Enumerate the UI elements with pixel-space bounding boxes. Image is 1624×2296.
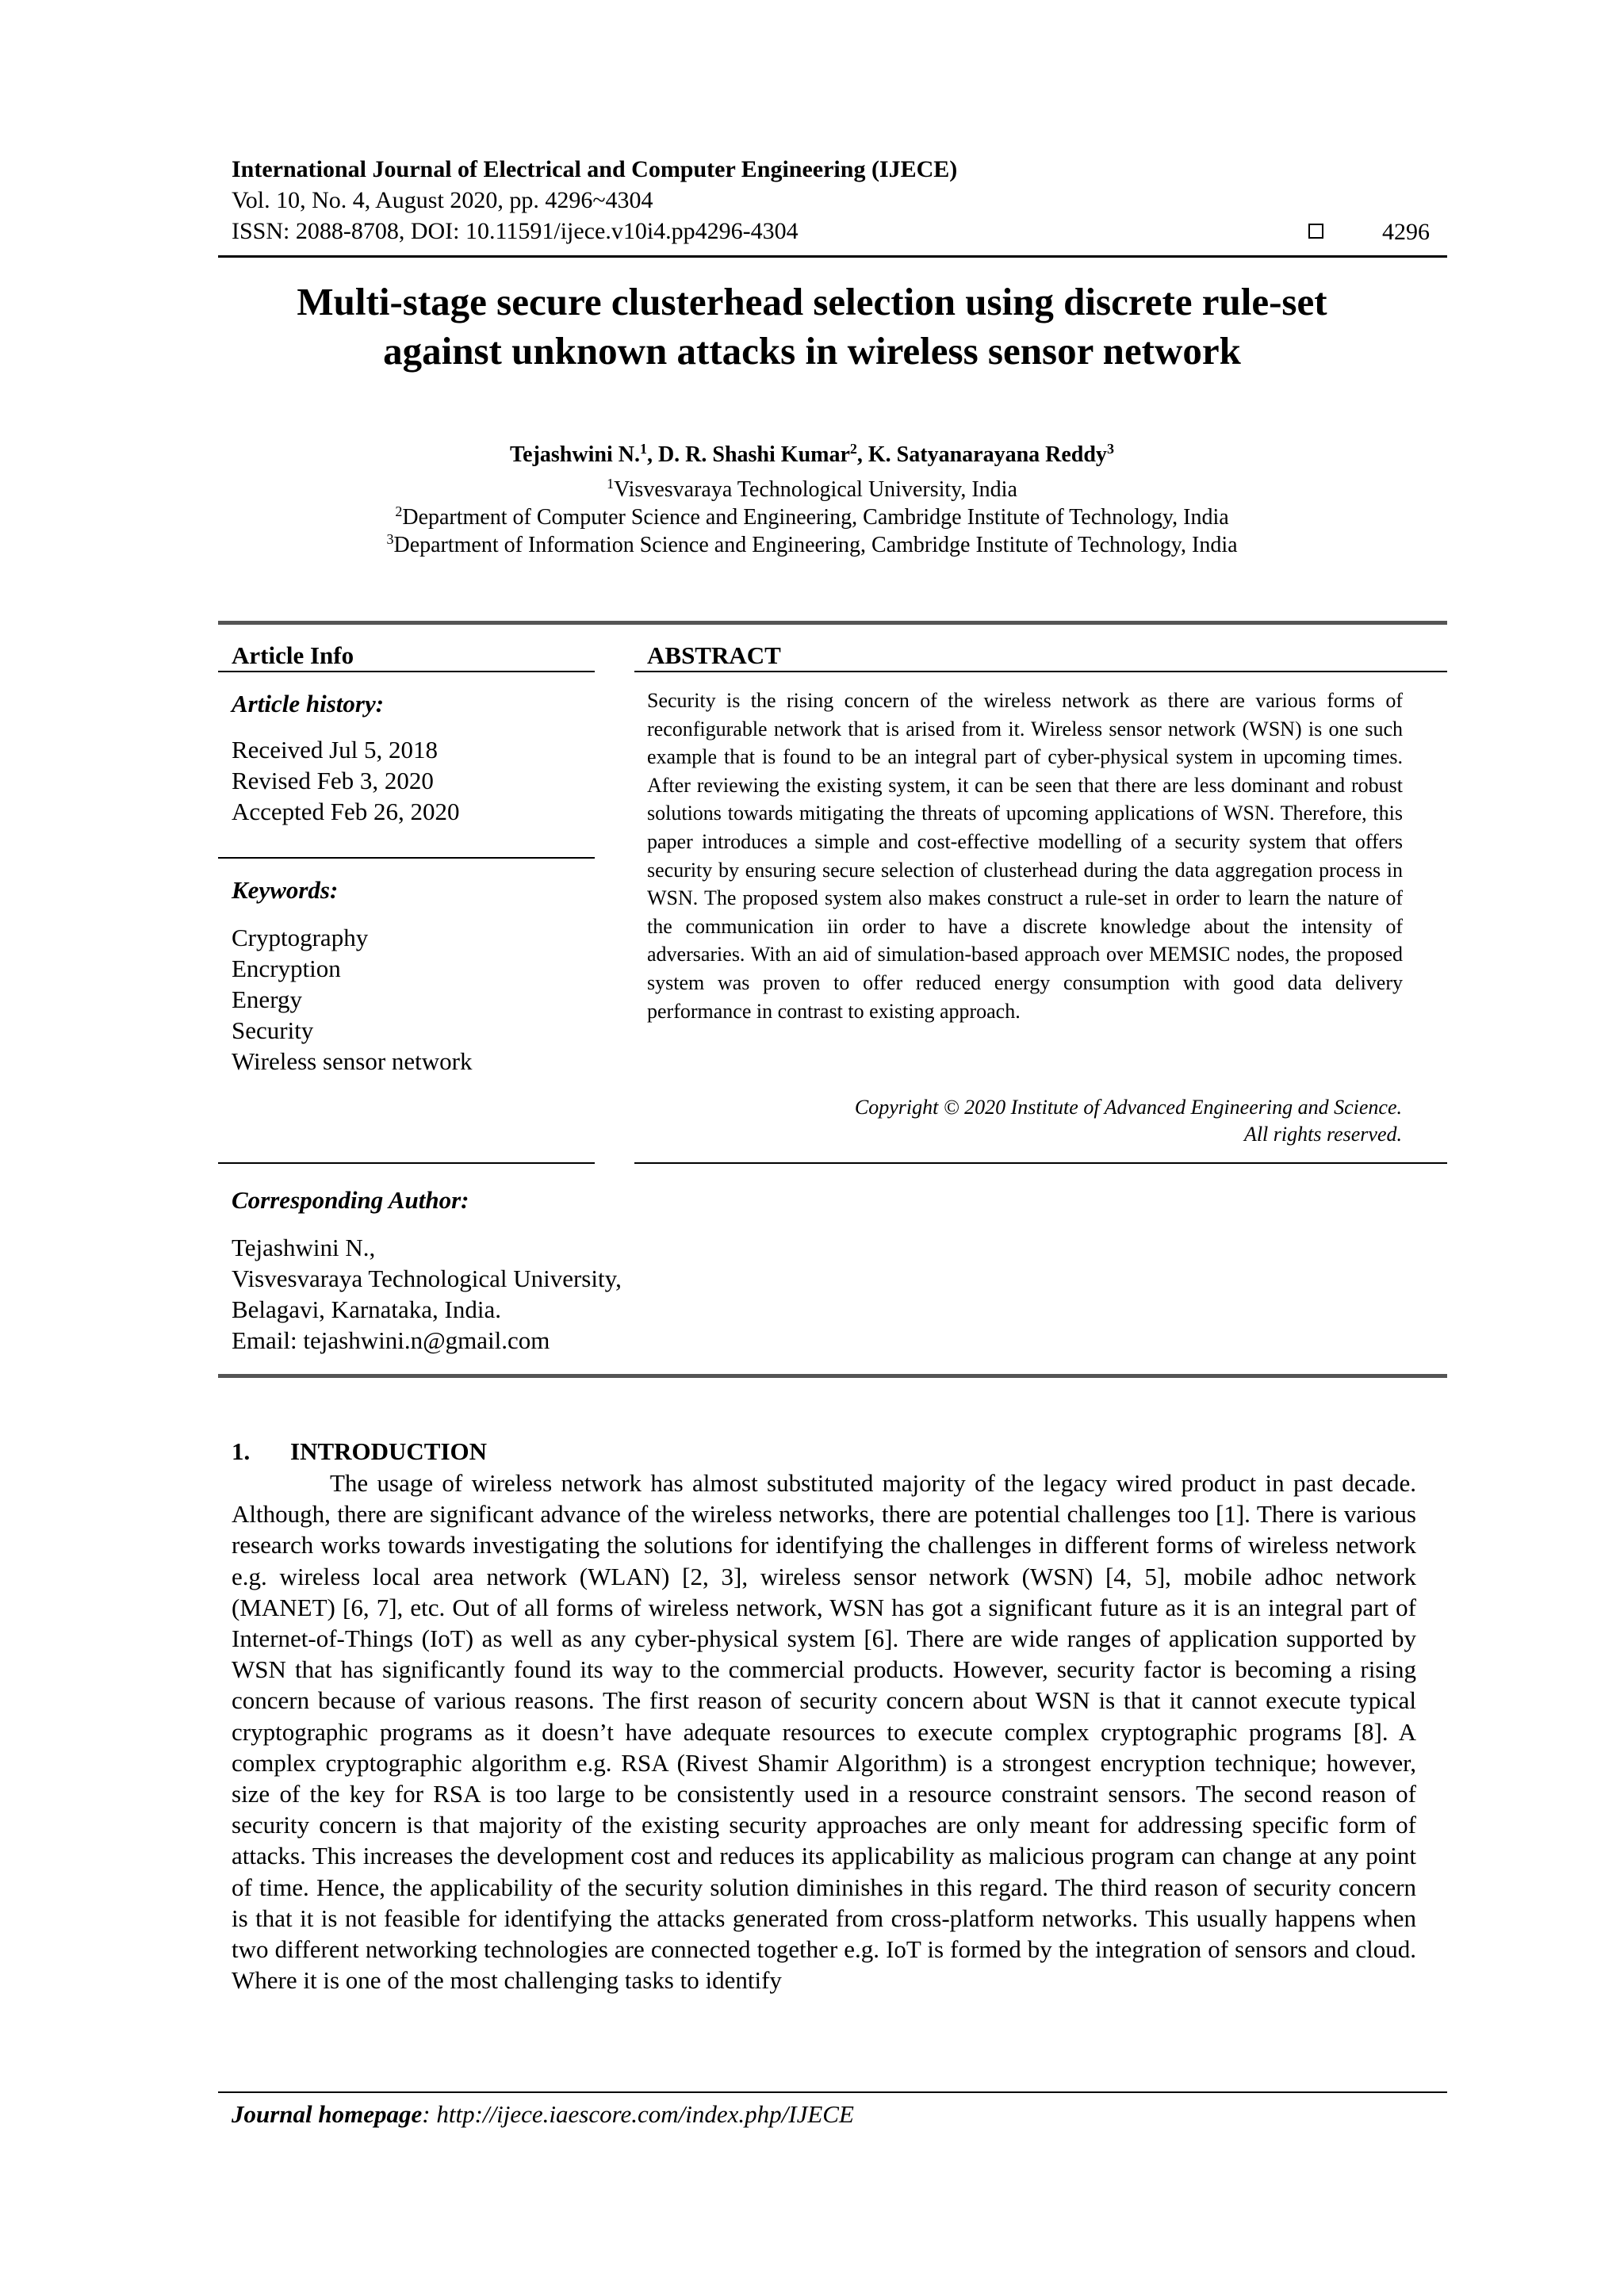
author-name: Tejashwini N., bbox=[232, 1234, 376, 1261]
affiliation-2 bbox=[0, 503, 1624, 532]
header-rule bbox=[218, 255, 1447, 258]
author-2-affil-mark: 2 bbox=[849, 441, 857, 457]
homepage-label: Journal homepage bbox=[232, 2100, 423, 2128]
keyword: Security bbox=[232, 1016, 314, 1044]
keyword: Encryption bbox=[232, 955, 341, 982]
rights-line: All rights reserved. bbox=[1243, 1123, 1402, 1146]
corresponding-author-label: Corresponding Author: bbox=[232, 1186, 469, 1214]
affiliation-text: Department of Computer Science and Engineering, Cambridge Institute of Technology, India bbox=[402, 505, 1229, 530]
paper-title bbox=[159, 277, 1465, 376]
author-list bbox=[0, 441, 1624, 469]
author-1-affil-mark: 1 bbox=[639, 441, 647, 457]
journal-homepage bbox=[232, 2099, 854, 2130]
journal-name: International Journal of Electrical and Computer Engineering (IJECE) bbox=[232, 156, 958, 182]
introduction-heading bbox=[232, 1437, 487, 1467]
keywords-rule bbox=[218, 857, 595, 859]
article-info-rule bbox=[218, 671, 595, 672]
keywords-label: Keywords: bbox=[232, 876, 339, 904]
affiliation-text: Department of Information Science and Engineering, Cambridge Institute of Technology, India bbox=[393, 533, 1238, 557]
author-3-affil-mark: 3 bbox=[1106, 441, 1114, 457]
author-institution: Visvesvaraya Technological University, bbox=[232, 1265, 622, 1292]
article-info-heading: Article Info bbox=[232, 641, 354, 669]
author-separator: , bbox=[856, 442, 868, 467]
info-box-bottom-rule bbox=[218, 1374, 1447, 1378]
affiliation-mark: 2 bbox=[395, 503, 403, 519]
keyword: Cryptography bbox=[232, 924, 369, 951]
title-line-2: against unknown attacks in wireless sensor network bbox=[383, 329, 1241, 373]
copyright-line: Copyright © 2020 Institute of Advanced Engineering and Science. bbox=[854, 1096, 1402, 1119]
received-date: Received Jul 5, 2018 bbox=[232, 736, 439, 763]
affiliation-text: Visvesvaraya Technological University, India bbox=[614, 477, 1017, 502]
author-email: Email: tejashwini.n@gmail.com bbox=[232, 1326, 550, 1354]
affiliation-1 bbox=[0, 476, 1624, 504]
keyword: Energy bbox=[232, 985, 302, 1013]
issn-doi-line: ISSN: 2088-8708, DOI: 10.11591/ijece.v10i4.pp4296-4304 bbox=[232, 218, 799, 244]
title-line-1: Multi-stage secure clusterhead selection using discrete rule-set bbox=[297, 280, 1327, 323]
keyword: Wireless sensor network bbox=[232, 1047, 473, 1075]
left-column-bottom-rule bbox=[218, 1162, 595, 1164]
abstract-heading: ABSTRACT bbox=[647, 641, 781, 669]
abstract-text: Security is the rising concern of the wireless network as there are various forms of reconfigurable network that is arised from it. Wireless sensor network (WSN) is one such example that is found to be an integral part of cyber-physical system in upcoming times. After reviewing the existing system, it can be seen that there are less dominant and robust solutions towards mitigating the threats of upcoming applications of WSN. Therefore, this paper introduces a simple and cost-effective modelling of a security system that offers security by ensuring secure selection of clusterhead during the data aggregation process in WSN. The proposed system also makes construct a rule-set in order to learn the nature of the communication iin order to have a discrete knowledge about the intensity of adversaries. With an aid of simulation-based approach over MEMSIC nodes, the proposed system was proven to offer reduced energy consumption with good data delivery performance in contrast to existing approach. bbox=[647, 689, 1403, 1023]
footer-rule bbox=[218, 2091, 1447, 2093]
section-number: 1. bbox=[232, 1437, 251, 1465]
introduction-body: The usage of wireless network has almost substituted majority of the legacy wired product in past decade. Although, there are significant advance of the wireless networks, there are potential challenges too [1]. There is various research works towards investigating the solutions for identifying the challenges in different forms of wireless network e.g. wireless local area network (WLAN) [2, 3], wireless sensor network (WSN) [4, 5], mobile adhoc network (MANET) [6, 7], etc. Out of all forms of wireless network, WSN has got a significant future as it is an integral part of Internet-of-Things (IoT) as well as any cyber-physical system [6]. There are wide ranges of application supported by WSN that has significantly found its way to the commercial products. However, security factor is becoming a rising concern because of various reasons. The first reason of security concern about WSN is that it cannot execute typical cryptographic programs as it doesn’t have adequate resources to execute complex cryptographic programs [8]. A complex cryptographic algorithm e.g. RSA (Rivest Shamir Algorithm) is a strongest encryption technique; however, size of the key for RSA is too large to be consistently used in a resource constraint sensors. The second reason of security concern is that majority of the existing security approaches are only meant for addressing specific form of attacks. This increases the development cost and reduces its applicability as malicious program can change at any point of time. Hence, the applicability of the security solution diminishes in this regard. The third reason of security concern is that it is not feasible for identifying the attacks generated from cross-platform networks. This usually happens when two different networking technologies are connected together e.g. IoT is formed by the integration of sensors and cloud. Where it is one of the most challenging tasks to identify bbox=[232, 1469, 1416, 1995]
author-separator: , bbox=[646, 442, 658, 467]
abstract-rule bbox=[634, 671, 1447, 672]
affiliation-mark: 3 bbox=[386, 531, 394, 547]
volume-line: Vol. 10, No. 4, August 2020, pp. 4296~4304 bbox=[232, 187, 653, 213]
homepage-url[interactable]: : http://ijece.iaescore.com/index.php/IJECE bbox=[422, 2100, 854, 2128]
revised-date: Revised Feb 3, 2020 bbox=[232, 767, 434, 794]
square-bullet-icon bbox=[1308, 224, 1323, 239]
page-number: 4296 bbox=[1382, 219, 1430, 245]
section-title: INTRODUCTION bbox=[290, 1437, 488, 1465]
author-3: K. Satyanarayana Reddy bbox=[868, 442, 1107, 467]
author-2: D. R. Shashi Kumar bbox=[657, 442, 850, 467]
affiliation-3 bbox=[0, 531, 1624, 560]
author-1: Tejashwini N. bbox=[510, 442, 640, 467]
affiliation-mark: 1 bbox=[607, 476, 615, 492]
right-column-bottom-rule bbox=[634, 1162, 1447, 1164]
article-history-label: Article history: bbox=[232, 690, 385, 718]
accepted-date: Accepted Feb 26, 2020 bbox=[232, 798, 460, 825]
author-location: Belagavi, Karnataka, India. bbox=[232, 1295, 501, 1323]
info-box-top-rule bbox=[218, 621, 1447, 625]
